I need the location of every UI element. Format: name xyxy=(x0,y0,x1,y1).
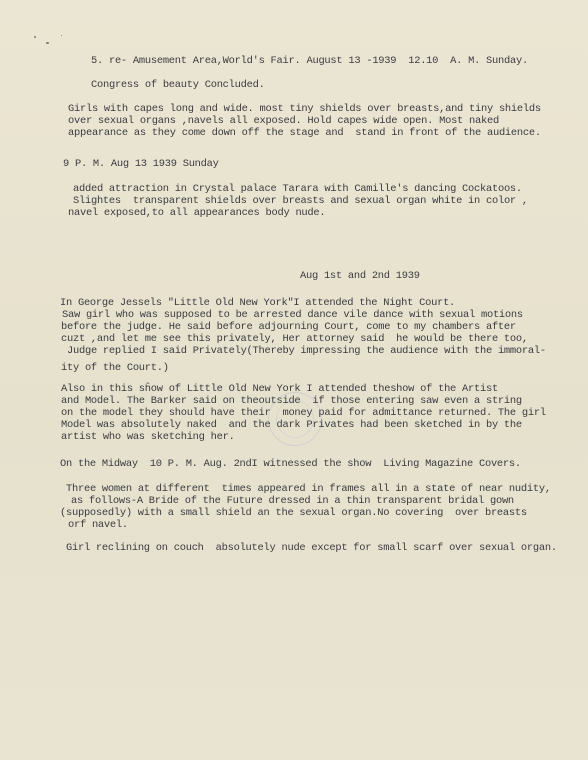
text-line: navel exposed,to all appearances body nude. xyxy=(68,207,326,219)
text-line: In George Jessels "Little Old New York"I attended the Night Court. xyxy=(60,297,456,309)
text-line: Girl reclining on couch absolutely nude except for small scarf over sexual organ. xyxy=(66,542,557,554)
text-line: orf navel. xyxy=(68,519,128,531)
text-line: ity of the Court.) xyxy=(61,362,169,374)
text-line: on the model they should have their money paid for admittance returned. The girl xyxy=(61,407,546,419)
text-line: as follows-A Bride of the Future dressed in a thin transparent bridal gown xyxy=(71,495,514,507)
text-line: Model was absolutely naked and the dark Privates had been sketched in by the xyxy=(61,419,522,431)
text-line: Slightes transparent shields over breasts and sexual organ white in color , xyxy=(73,195,528,207)
text-line: before the judge. He said before adjourning Court, come to my chambers after xyxy=(61,321,516,333)
heading-line: 5. re- Amusement Area,World's Fair. August 13 -1939 12.10 A. M. Sunday. xyxy=(91,55,528,67)
text-line: over sexual organs ,navels all exposed. Hold capes wide open. Most naked xyxy=(68,115,499,127)
text-line: Also in this sĥow of Little Old New York I attended theshow of the Artist xyxy=(61,383,498,395)
text-line: Three women at different times appeared in frames all in a state of near nudity, xyxy=(66,483,551,495)
text-line: cuzt ,and let me see this privately, Her attorney said he would be there too, xyxy=(61,333,528,345)
section-heading: On the Midway 10 P. M. Aug. 2ndI witnessed the show Living Magazine Covers. xyxy=(60,458,521,470)
text-line: and Model. The Barker said on theoutside if those entering saw even a string xyxy=(61,395,522,407)
date-heading: Aug 1st and 2nd 1939 xyxy=(300,270,420,282)
text-line: appearance as they come down off the stage and stand in front of the audience. xyxy=(68,127,541,139)
section-heading: 9 P. M. Aug 13 1939 Sunday xyxy=(63,158,219,170)
text-line: Judge replied I said Privately(Thereby impressing the audience with the immoral- xyxy=(67,345,546,357)
text-line: added attraction in Crystal palace Tarara with Camille's dancing Cockatoos. xyxy=(73,183,522,195)
text-line: Congress of beauty Concluded. xyxy=(91,79,265,91)
text-line: Saw girl who was supposed to be arrested dance vile dance with sexual motions xyxy=(62,309,523,321)
text-line: (supposedly) with a small shield an the sexual organ.No covering over breasts xyxy=(60,507,527,519)
text-line: artist who was sketching her. xyxy=(61,431,235,443)
text-line: Girls with capes long and wide. most tiny shields over breasts,and tiny shields xyxy=(68,103,541,115)
